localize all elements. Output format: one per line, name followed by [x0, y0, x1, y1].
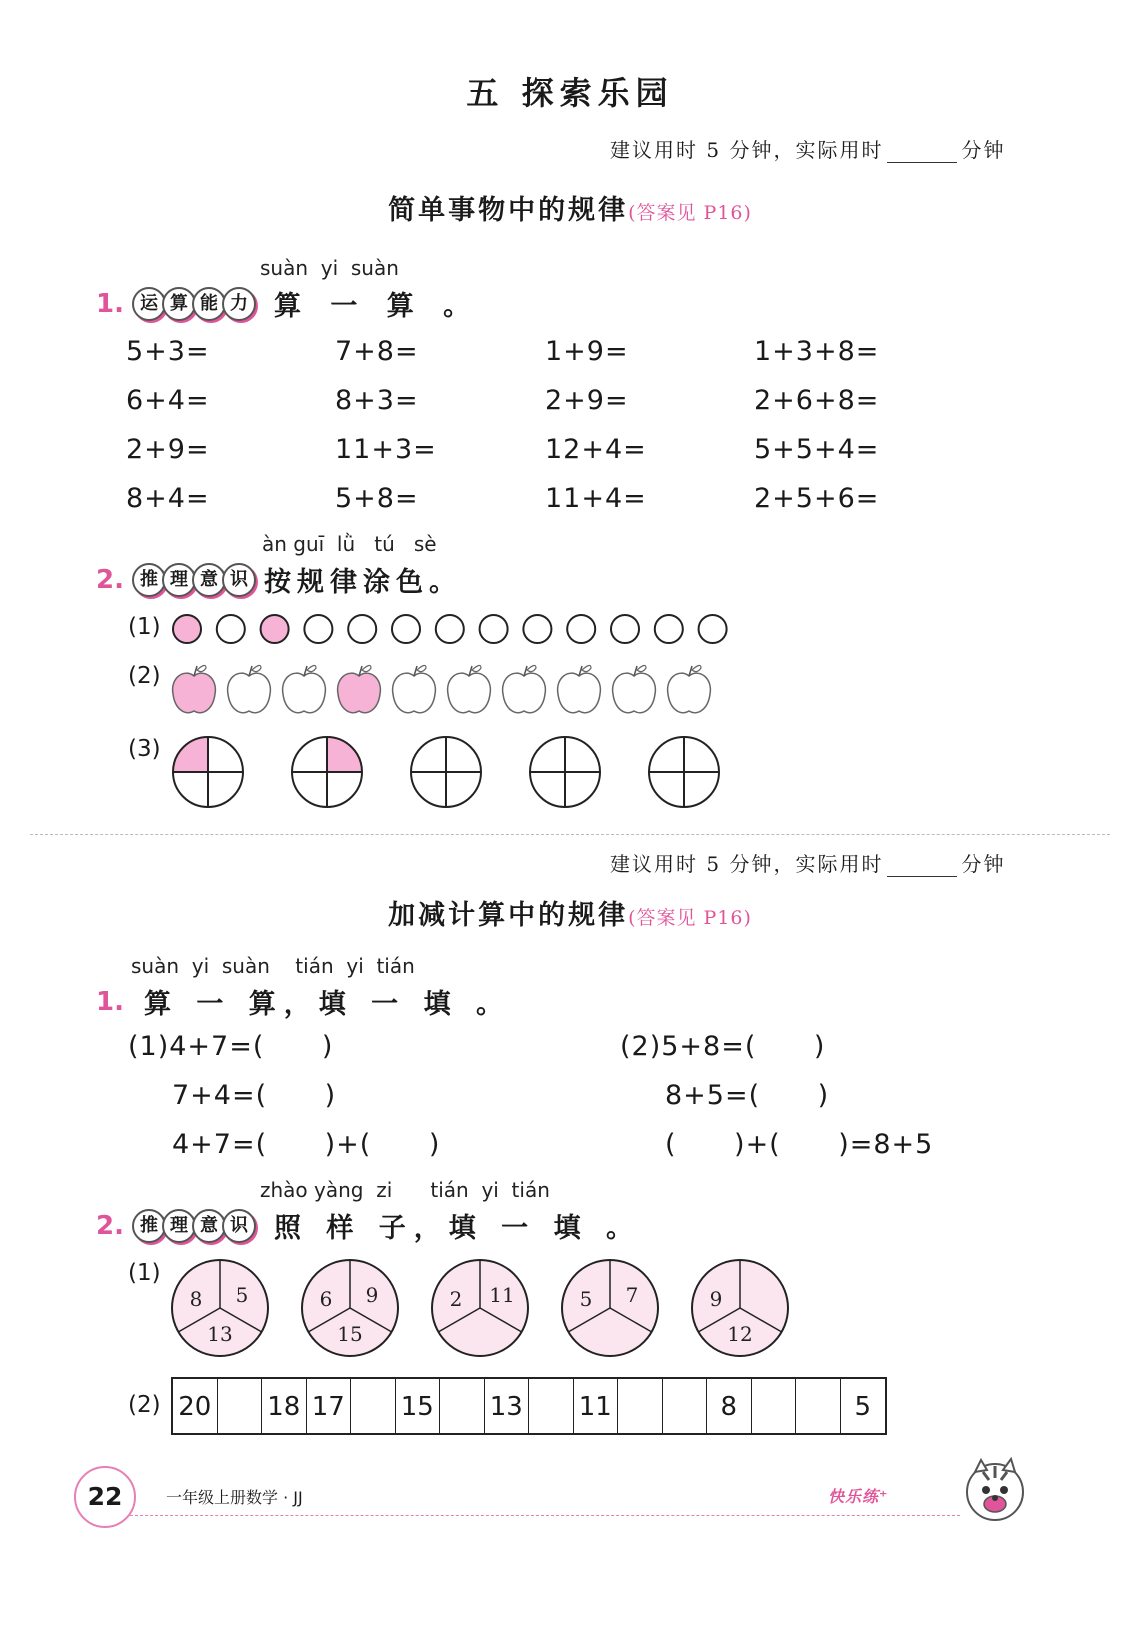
quarter-circle	[530, 737, 600, 807]
badge-char: 推	[132, 563, 166, 597]
badge-char: 理	[162, 563, 196, 597]
wheel-number: 11	[489, 1283, 515, 1307]
badge-char: 意	[192, 563, 226, 597]
apple-icon	[228, 665, 271, 712]
sequence-cell: 8	[707, 1379, 752, 1433]
book-title: 一年级上册数学 · JJ	[166, 1488, 303, 1507]
expression[interactable]: 2+9=	[126, 434, 210, 465]
brand-logo: 快乐练⁺	[828, 1487, 889, 1506]
time-blank[interactable]	[887, 858, 957, 877]
pattern-circle	[392, 615, 420, 643]
question-2-header	[96, 560, 462, 599]
expression[interactable]: 5+8=	[335, 483, 419, 514]
badge-char: 运	[132, 287, 166, 321]
apple-icon	[173, 665, 216, 712]
wheel-number: 6	[319, 1287, 333, 1311]
sequence-cell[interactable]	[618, 1379, 663, 1433]
wheel-number: 12	[727, 1322, 753, 1346]
badge-char: 推	[132, 1209, 166, 1243]
wheel-number: 7	[625, 1283, 639, 1307]
pattern-figures	[160, 600, 760, 815]
answer-reference: (答案见 P16)	[628, 202, 752, 224]
equation[interactable]: ( )+( )=8+5	[665, 1129, 934, 1160]
expression[interactable]: 8+3=	[335, 385, 419, 416]
expression[interactable]: 7+8=	[335, 336, 419, 367]
skill-badge	[132, 1209, 252, 1243]
wheel-number: 9	[709, 1287, 723, 1311]
apple-icon	[558, 665, 601, 712]
quarter-circle	[649, 737, 719, 807]
footer-divider	[130, 1515, 960, 1516]
pinyin: àn guī lǜ tú sè	[262, 532, 437, 556]
wheel-number: 15	[337, 1322, 363, 1346]
sequence-cell[interactable]	[218, 1379, 263, 1433]
pattern-circle	[567, 615, 595, 643]
expression[interactable]: 1+9=	[545, 336, 629, 367]
wheel-number: 9	[365, 1283, 379, 1307]
number-sequence-table	[171, 1377, 887, 1435]
question-text: 照 样 子，填 一 填 。	[273, 1213, 641, 1244]
sequence-cell: 13	[485, 1379, 530, 1433]
sub-label: (3)	[128, 736, 161, 762]
wheel-number: 5	[579, 1287, 593, 1311]
time-note	[610, 848, 1005, 877]
pattern-circle	[480, 615, 508, 643]
section-title	[0, 893, 1140, 932]
expression[interactable]: 8+4=	[126, 483, 210, 514]
question-text: 算 一 算 。	[273, 291, 481, 322]
badge-char: 能	[192, 287, 226, 321]
apple-icon	[503, 665, 546, 712]
badge-char: 算	[162, 287, 196, 321]
sequence-cell[interactable]	[440, 1379, 485, 1433]
sequence-cell[interactable]	[351, 1379, 396, 1433]
number-wheel	[562, 1260, 658, 1356]
sub-label: (2)	[128, 1392, 161, 1418]
pattern-circle	[348, 615, 376, 643]
badge-char: 意	[192, 1209, 226, 1243]
apple-icon	[283, 665, 326, 712]
wheel-group	[172, 1260, 788, 1356]
pattern-circle	[436, 615, 464, 643]
apple-icon	[448, 665, 491, 712]
skill-badge	[132, 287, 252, 321]
equation[interactable]: (1)4+7=( )	[128, 1031, 334, 1062]
question-2-header	[96, 1206, 641, 1245]
sequence-cell: 20	[173, 1379, 218, 1433]
number-wheels	[165, 1256, 805, 1366]
pattern-circle	[655, 615, 683, 643]
section-title-text: 简单事物中的规律	[388, 195, 629, 226]
answer-reference: (答案见 P16)	[628, 907, 752, 929]
page-number: 22	[74, 1466, 136, 1528]
quarter-circle	[173, 737, 243, 807]
equation[interactable]: 7+4=( )	[172, 1080, 337, 1111]
pattern-circle	[173, 615, 201, 643]
sub-label: (2)	[128, 663, 161, 689]
equation[interactable]: (2)5+8=( )	[620, 1031, 826, 1062]
sequence-cell[interactable]	[752, 1379, 797, 1433]
expression[interactable]: 11+4=	[545, 483, 647, 514]
expression[interactable]: 12+4=	[545, 434, 647, 465]
pattern-circle	[261, 615, 289, 643]
page-title: 五 探索乐园	[466, 74, 674, 112]
equation[interactable]: 4+7=( )+( )	[172, 1129, 441, 1160]
equation[interactable]: 8+5=( )	[665, 1080, 830, 1111]
time-note-text: 建议用时 5 分钟，实际用时	[610, 138, 884, 162]
time-note	[610, 134, 1005, 163]
pattern-circle	[699, 615, 727, 643]
tiger-mascot-icon	[955, 1450, 1035, 1530]
quarter-circle-row	[173, 737, 719, 807]
section-title	[0, 188, 1140, 227]
pinyin: suàn yi suàn	[260, 256, 399, 280]
question-text: 算 一 算，填 一 填 。	[143, 989, 511, 1020]
time-note-unit: 分钟	[961, 138, 1006, 162]
sequence-cell: 18	[262, 1379, 307, 1433]
expression[interactable]: 2+5+6=	[754, 483, 880, 514]
quarter-circle	[292, 737, 362, 807]
expression[interactable]: 5+3=	[126, 336, 210, 367]
time-note-text: 建议用时 5 分钟，实际用时	[610, 852, 884, 876]
time-blank[interactable]	[887, 144, 957, 163]
time-note-unit: 分钟	[961, 852, 1006, 876]
question-text: 按规律涂色。	[263, 567, 462, 598]
apple-pattern-row	[173, 665, 711, 712]
sequence-cell[interactable]	[663, 1379, 708, 1433]
expression[interactable]: 6+4=	[126, 385, 210, 416]
apple-icon	[668, 665, 711, 712]
sequence-cell: 15	[396, 1379, 441, 1433]
expression[interactable]: 1+3+8=	[754, 336, 880, 367]
number-wheel	[692, 1260, 788, 1356]
pattern-circle	[523, 615, 551, 643]
question-1-header	[96, 284, 480, 323]
apple-icon	[393, 665, 436, 712]
pattern-circle	[217, 615, 245, 643]
number-wheel	[432, 1260, 528, 1356]
badge-char: 力	[222, 287, 256, 321]
expression[interactable]: 5+5+4=	[754, 434, 880, 465]
question-number: 1.	[96, 986, 124, 1017]
apple-icon	[613, 665, 656, 712]
quarter-circle	[411, 737, 481, 807]
wheel-number: 2	[449, 1287, 463, 1311]
question-number: 2.	[96, 1210, 124, 1241]
expression[interactable]: 2+9=	[545, 385, 629, 416]
badge-char: 理	[162, 1209, 196, 1243]
badge-char: 识	[222, 1209, 256, 1243]
question-number: 2.	[96, 564, 124, 595]
wheel-number: 5	[235, 1283, 249, 1307]
sequence-cell: 17	[307, 1379, 352, 1433]
section-divider	[30, 834, 1110, 835]
skill-badge	[132, 563, 252, 597]
question-number: 1.	[96, 288, 124, 319]
expression[interactable]: 11+3=	[335, 434, 437, 465]
number-wheel	[302, 1260, 398, 1356]
number-wheel	[172, 1260, 268, 1356]
sequence-cell: 11	[574, 1379, 619, 1433]
sequence-cell: 5	[854, 1392, 872, 1422]
expression[interactable]: 2+6+8=	[754, 385, 880, 416]
pinyin: zhào yàng zi tián yi tián	[260, 1178, 550, 1202]
pattern-circle	[611, 615, 639, 643]
question-1-header	[96, 982, 511, 1021]
pattern-circle	[304, 615, 332, 643]
pinyin: suàn yi suàn tián yi tián	[131, 954, 415, 978]
sub-label: (1)	[128, 1260, 161, 1286]
sequence-cell[interactable]	[529, 1379, 574, 1433]
badge-char: 识	[222, 563, 256, 597]
sequence-cell[interactable]	[796, 1379, 841, 1433]
wheel-number: 8	[189, 1287, 203, 1311]
circle-pattern-row	[173, 615, 727, 643]
sub-label: (1)	[128, 614, 161, 640]
apple-icon	[338, 665, 381, 712]
wheel-number: 13	[207, 1322, 233, 1346]
section-title-text: 加减计算中的规律	[388, 900, 629, 931]
